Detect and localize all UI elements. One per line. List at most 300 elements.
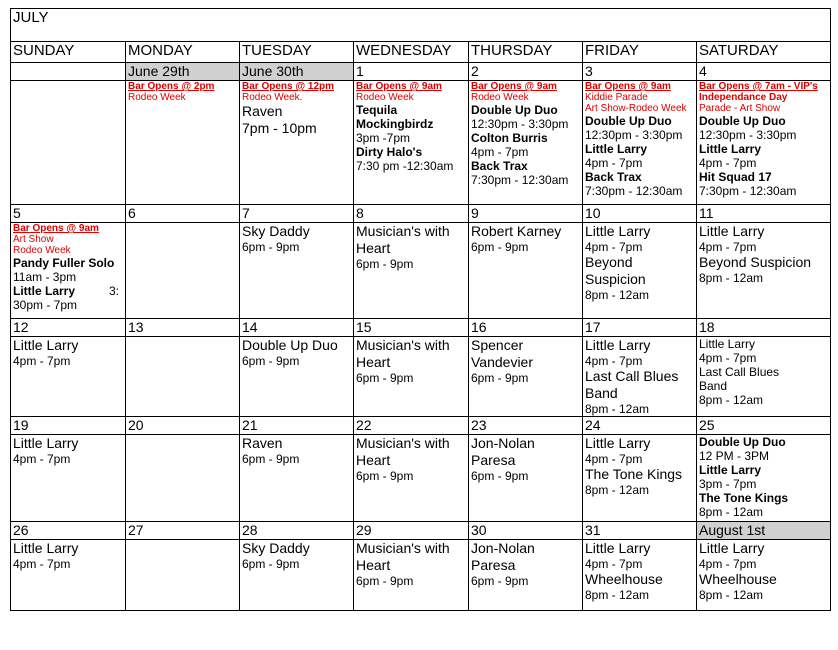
event-line bbox=[699, 588, 828, 602]
date-number: 9 bbox=[469, 205, 583, 223]
event-note bbox=[356, 81, 466, 92]
date-number: 3 bbox=[583, 63, 697, 81]
day-cell bbox=[354, 540, 469, 611]
event-note bbox=[13, 245, 123, 256]
day-header-friday: FRIDAY bbox=[583, 42, 697, 63]
event-text: Rodeo Week. bbox=[242, 92, 303, 103]
event-text: Bar Opens @ 9am bbox=[471, 81, 557, 92]
date-number: 6 bbox=[126, 205, 240, 223]
event-text: 4pm - 7pm bbox=[13, 452, 71, 466]
date-number: 10 bbox=[583, 205, 697, 223]
event-line bbox=[13, 298, 123, 312]
event-line bbox=[585, 452, 694, 466]
calendar-table bbox=[10, 8, 831, 611]
day-cell bbox=[240, 435, 354, 522]
event-line bbox=[699, 184, 828, 198]
date-number: 5 bbox=[11, 205, 126, 223]
day-cell bbox=[469, 81, 583, 205]
event-text: Raven bbox=[242, 103, 283, 119]
event-line bbox=[699, 449, 828, 463]
event-text: Little Larry bbox=[585, 435, 651, 451]
event-line bbox=[585, 368, 694, 385]
event-line bbox=[585, 402, 694, 416]
event-text: Rodeo Week bbox=[471, 92, 529, 103]
event-text: Little Larry bbox=[585, 142, 648, 156]
date-number: 14 bbox=[240, 319, 354, 337]
event-text: 6pm - 9pm bbox=[471, 574, 529, 588]
date-number: 25 bbox=[697, 417, 831, 435]
event-line bbox=[356, 452, 466, 469]
week-date-row bbox=[11, 63, 831, 81]
event-text: Vandevier bbox=[471, 354, 534, 370]
day-cell bbox=[126, 81, 240, 205]
event-text: Sky Daddy bbox=[242, 223, 310, 239]
event-line bbox=[699, 240, 828, 254]
event-line bbox=[699, 156, 828, 170]
event-text: Double Up Duo bbox=[471, 103, 558, 117]
event-text: Bar Opens @ 2pm bbox=[128, 81, 215, 92]
week-date-row bbox=[11, 417, 831, 435]
event-text: Wheelhouse bbox=[585, 571, 663, 587]
event-line bbox=[585, 223, 694, 240]
day-cell bbox=[697, 81, 831, 205]
event-text: Rodeo Week bbox=[128, 92, 186, 103]
event-line bbox=[356, 223, 466, 240]
event-text: Bar Opens @ 9am bbox=[356, 81, 442, 92]
event-text: Spencer bbox=[471, 337, 524, 353]
event-line bbox=[471, 173, 580, 187]
event-line bbox=[471, 557, 580, 574]
event-text: Last Call Blues bbox=[585, 368, 679, 384]
event-line bbox=[585, 557, 694, 571]
event-text: Little Larry bbox=[699, 223, 765, 239]
event-text: 12 PM - 3PM bbox=[699, 449, 770, 463]
event-line bbox=[585, 288, 694, 302]
event-text: Little Larry bbox=[585, 540, 651, 556]
event-line bbox=[585, 588, 694, 602]
event-text: Bar Opens @ 9am bbox=[13, 223, 99, 234]
event-line bbox=[471, 240, 580, 254]
date-number: 16 bbox=[469, 319, 583, 337]
event-note bbox=[242, 92, 351, 103]
day-cell bbox=[583, 223, 697, 319]
event-line bbox=[356, 159, 466, 173]
date-number: 17 bbox=[583, 319, 697, 337]
event-text: Little Larry bbox=[585, 337, 651, 353]
day-cell bbox=[11, 435, 126, 522]
event-line bbox=[13, 540, 123, 557]
event-text: Heart bbox=[356, 240, 391, 256]
event-text: Dirty Halo's bbox=[356, 145, 423, 159]
event-text: 8pm - 12am bbox=[699, 271, 764, 285]
event-line bbox=[356, 371, 466, 385]
event-text: Heart bbox=[356, 354, 391, 370]
event-line bbox=[471, 131, 580, 145]
date-number bbox=[11, 63, 126, 81]
event-text: Little Larry bbox=[699, 337, 756, 351]
date-number: 11 bbox=[697, 205, 831, 223]
event-line bbox=[585, 114, 694, 128]
event-line bbox=[356, 131, 466, 145]
date-number: 28 bbox=[240, 522, 354, 540]
event-text: 11am - 3pm bbox=[13, 270, 77, 284]
day-cell bbox=[11, 223, 126, 319]
event-line bbox=[242, 557, 351, 571]
event-text: Musician's with bbox=[356, 223, 450, 239]
event-text: 4pm - 7pm bbox=[585, 156, 643, 170]
event-text: 7:30pm - 12:30am bbox=[471, 173, 569, 187]
event-text: Double Up Duo bbox=[242, 337, 338, 353]
event-line bbox=[242, 337, 351, 354]
event-text: 8pm - 12am bbox=[699, 505, 764, 519]
date-number: 1 bbox=[354, 63, 469, 81]
event-text: Pandy Fuller Solo bbox=[13, 256, 115, 270]
event-text: 4pm - 7pm bbox=[471, 145, 529, 159]
date-number: 31 bbox=[583, 522, 697, 540]
date-number: 27 bbox=[126, 522, 240, 540]
event-text: 4pm - 7pm bbox=[585, 354, 643, 368]
event-line bbox=[699, 393, 828, 407]
event-line bbox=[242, 435, 351, 452]
event-text: 8pm - 12am bbox=[699, 393, 764, 407]
event-line bbox=[13, 354, 123, 368]
week-events-row bbox=[11, 81, 831, 205]
event-line bbox=[699, 223, 828, 240]
event-note bbox=[128, 81, 237, 92]
event-text: 6pm - 9pm bbox=[471, 469, 529, 483]
event-text: Beyond bbox=[585, 254, 633, 270]
date-number: June 29th bbox=[126, 63, 240, 81]
event-line bbox=[242, 240, 351, 254]
event-text: Paresa bbox=[471, 452, 516, 468]
event-text: Robert Karney bbox=[471, 223, 562, 239]
event-note bbox=[471, 92, 580, 103]
event-text: Musician's with bbox=[356, 337, 450, 353]
event-line bbox=[585, 271, 694, 288]
event-text: Double Up Duo bbox=[699, 114, 786, 128]
event-line bbox=[242, 120, 351, 137]
event-note bbox=[242, 81, 351, 92]
event-line bbox=[699, 271, 828, 285]
event-line bbox=[356, 257, 466, 271]
day-cell bbox=[354, 81, 469, 205]
event-text: Wheelhouse bbox=[699, 571, 777, 587]
date-number: 2 bbox=[469, 63, 583, 81]
day-cell bbox=[697, 540, 831, 611]
day-cell bbox=[240, 337, 354, 417]
day-header-thursday: THURSDAY bbox=[469, 42, 583, 63]
event-line bbox=[356, 540, 466, 557]
event-line bbox=[585, 254, 694, 271]
event-note bbox=[13, 223, 123, 234]
event-text: 4pm - 7pm bbox=[699, 156, 757, 170]
event-line bbox=[356, 574, 466, 588]
event-line bbox=[699, 337, 828, 351]
event-note bbox=[699, 103, 828, 114]
event-text: 4pm - 7pm bbox=[585, 452, 643, 466]
event-text: 7:30 pm -12:30am bbox=[356, 159, 454, 173]
event-text: 12:30pm - 3:30pm bbox=[699, 128, 797, 142]
event-text: Band bbox=[585, 385, 618, 401]
event-line bbox=[356, 117, 466, 131]
day-cell bbox=[240, 81, 354, 205]
event-line bbox=[356, 435, 466, 452]
date-number: August 1st bbox=[697, 522, 831, 540]
day-cell bbox=[126, 337, 240, 417]
event-text: 6pm - 9pm bbox=[242, 354, 300, 368]
event-text: Little Larry bbox=[699, 142, 762, 156]
event-text: Hit Squad 17 bbox=[699, 170, 772, 184]
event-line bbox=[471, 452, 580, 469]
day-cell bbox=[354, 337, 469, 417]
event-text: 4pm - 7pm bbox=[585, 240, 643, 254]
day-cell bbox=[11, 540, 126, 611]
event-text: Art Show-Rodeo Week bbox=[585, 103, 687, 114]
event-text: Musician's with bbox=[356, 540, 450, 556]
event-line bbox=[471, 371, 580, 385]
week-events-row bbox=[11, 223, 831, 319]
event-time-fragment: 3: bbox=[108, 284, 119, 298]
event-text: Little Larry bbox=[13, 337, 79, 353]
event-line bbox=[471, 540, 580, 557]
date-number: 29 bbox=[354, 522, 469, 540]
day-header-saturday: SATURDAY bbox=[697, 42, 831, 63]
event-line bbox=[13, 270, 123, 284]
event-text: Little Larry bbox=[13, 435, 79, 451]
event-text: Little Larry bbox=[699, 540, 765, 556]
event-text: 8pm - 12am bbox=[585, 483, 650, 497]
event-line bbox=[471, 223, 580, 240]
event-text: 6pm - 9pm bbox=[242, 240, 300, 254]
event-text: 4pm - 7pm bbox=[699, 240, 757, 254]
day-cell bbox=[583, 435, 697, 522]
month-title: JULY bbox=[11, 9, 831, 42]
date-number: 7 bbox=[240, 205, 354, 223]
event-line bbox=[699, 128, 828, 142]
event-text: 8pm - 12am bbox=[585, 402, 650, 416]
day-cell bbox=[126, 223, 240, 319]
event-note bbox=[585, 103, 694, 114]
date-number: 22 bbox=[354, 417, 469, 435]
event-line bbox=[699, 365, 828, 379]
event-line bbox=[699, 477, 828, 491]
event-line bbox=[471, 103, 580, 117]
event-text: Sky Daddy bbox=[242, 540, 310, 556]
event-text: Jon-Nolan bbox=[471, 435, 535, 451]
event-line bbox=[585, 466, 694, 483]
event-text: 6pm - 9pm bbox=[356, 469, 414, 483]
event-line bbox=[471, 469, 580, 483]
event-note bbox=[356, 92, 466, 103]
event-line bbox=[242, 452, 351, 466]
date-number: 20 bbox=[126, 417, 240, 435]
day-cell bbox=[469, 435, 583, 522]
event-text: Band bbox=[699, 379, 728, 393]
event-line bbox=[699, 351, 828, 365]
event-text: Back Trax bbox=[471, 159, 528, 173]
event-text: 6pm - 9pm bbox=[356, 371, 414, 385]
event-line bbox=[471, 117, 580, 131]
event-line bbox=[13, 557, 123, 571]
date-number: 13 bbox=[126, 319, 240, 337]
event-line bbox=[699, 142, 828, 156]
event-text: 12:30pm - 3:30pm bbox=[471, 117, 569, 131]
day-header-wednesday: WEDNESDAY bbox=[354, 42, 469, 63]
date-number: 26 bbox=[11, 522, 126, 540]
event-line bbox=[585, 483, 694, 497]
event-text: 30pm - 7pm bbox=[13, 298, 78, 312]
day-cell bbox=[354, 435, 469, 522]
event-line bbox=[356, 557, 466, 574]
event-text: Little Larry bbox=[585, 223, 651, 239]
week-date-row bbox=[11, 319, 831, 337]
event-line bbox=[699, 463, 828, 477]
event-line bbox=[699, 435, 828, 449]
event-text: Kiddie Parade bbox=[585, 92, 648, 103]
event-line bbox=[585, 170, 694, 184]
event-line bbox=[356, 337, 466, 354]
event-line bbox=[699, 571, 828, 588]
event-line bbox=[585, 571, 694, 588]
event-text: Heart bbox=[356, 557, 391, 573]
day-cell bbox=[583, 540, 697, 611]
date-number: 30 bbox=[469, 522, 583, 540]
day-cell bbox=[697, 435, 831, 522]
day-cell bbox=[126, 435, 240, 522]
event-text: Suspicion bbox=[585, 271, 646, 287]
day-cell bbox=[354, 223, 469, 319]
event-text: Little Larry bbox=[699, 463, 762, 477]
event-text: 4pm - 7pm bbox=[699, 557, 757, 571]
event-note bbox=[471, 81, 580, 92]
event-text: 4pm - 7pm bbox=[585, 557, 643, 571]
date-number: 8 bbox=[354, 205, 469, 223]
day-cell bbox=[11, 81, 126, 205]
event-note bbox=[699, 92, 828, 103]
event-line bbox=[699, 254, 828, 271]
event-text: The Tone Kings bbox=[699, 491, 789, 505]
event-text: Parade - Art Show bbox=[699, 103, 781, 114]
event-note bbox=[128, 92, 237, 103]
event-text: Last Call Blues bbox=[699, 365, 780, 379]
event-line bbox=[699, 491, 828, 505]
event-text: Jon-Nolan bbox=[471, 540, 535, 556]
day-header-sunday: SUNDAY bbox=[11, 42, 126, 63]
event-text: Bar Opens @ 12pm bbox=[242, 81, 335, 92]
date-number: 12 bbox=[11, 319, 126, 337]
event-line bbox=[242, 223, 351, 240]
date-number: 24 bbox=[583, 417, 697, 435]
event-line bbox=[471, 337, 580, 354]
event-line bbox=[699, 557, 828, 571]
day-cell bbox=[126, 540, 240, 611]
day-cell bbox=[583, 337, 697, 417]
date-number: June 30th bbox=[240, 63, 354, 81]
event-text: Musician's with bbox=[356, 435, 450, 451]
event-line bbox=[471, 159, 580, 173]
event-text: 6pm - 9pm bbox=[356, 257, 414, 271]
event-note bbox=[585, 92, 694, 103]
day-header-monday: MONDAY bbox=[126, 42, 240, 63]
event-line bbox=[585, 240, 694, 254]
event-text: 6pm - 9pm bbox=[242, 557, 300, 571]
week-events-row bbox=[11, 435, 831, 522]
event-text: 6pm - 9pm bbox=[471, 240, 529, 254]
date-number: 15 bbox=[354, 319, 469, 337]
day-cell bbox=[697, 337, 831, 417]
event-text: 6pm - 9pm bbox=[242, 452, 300, 466]
event-text: 6pm - 9pm bbox=[471, 371, 529, 385]
event-text: Raven bbox=[242, 435, 283, 451]
event-line bbox=[585, 142, 694, 156]
event-line bbox=[471, 435, 580, 452]
event-line bbox=[471, 574, 580, 588]
event-line bbox=[585, 156, 694, 170]
event-line bbox=[585, 184, 694, 198]
event-text: 8pm - 12am bbox=[585, 588, 650, 602]
event-text: 4pm - 7pm bbox=[13, 354, 71, 368]
day-cell bbox=[11, 337, 126, 417]
day-header-tuesday: TUESDAY bbox=[240, 42, 354, 63]
event-line bbox=[242, 540, 351, 557]
event-line bbox=[13, 337, 123, 354]
event-note bbox=[699, 81, 828, 92]
event-line bbox=[242, 103, 351, 120]
event-text: Colton Burris bbox=[471, 131, 548, 145]
event-line bbox=[585, 435, 694, 452]
event-text: 3pm - 7pm bbox=[699, 477, 757, 491]
day-cell bbox=[240, 540, 354, 611]
date-number: 21 bbox=[240, 417, 354, 435]
date-number: 18 bbox=[697, 319, 831, 337]
day-cell bbox=[697, 223, 831, 319]
event-text: Independance Day bbox=[699, 92, 788, 103]
event-line bbox=[471, 354, 580, 371]
event-line bbox=[356, 103, 466, 117]
event-text: Paresa bbox=[471, 557, 516, 573]
event-line bbox=[699, 170, 828, 184]
event-line bbox=[585, 354, 694, 368]
event-text: The Tone Kings bbox=[585, 466, 683, 482]
event-text: 8pm - 12am bbox=[585, 288, 650, 302]
week-events-row bbox=[11, 540, 831, 611]
event-text: Bar Opens @ 7am - VIP's bbox=[699, 81, 818, 92]
event-text: Bar Opens @ 9am bbox=[585, 81, 671, 92]
event-text: Art Show bbox=[13, 234, 54, 245]
event-text: Beyond Suspicion bbox=[699, 254, 812, 270]
event-line bbox=[699, 379, 828, 393]
day-cell bbox=[469, 223, 583, 319]
day-cell bbox=[469, 540, 583, 611]
event-line bbox=[13, 256, 123, 270]
day-cell bbox=[240, 223, 354, 319]
week-date-row bbox=[11, 205, 831, 223]
event-line bbox=[356, 354, 466, 371]
event-line bbox=[242, 354, 351, 368]
event-text: Back Trax bbox=[585, 170, 642, 184]
day-cell bbox=[583, 81, 697, 205]
event-note bbox=[13, 234, 123, 245]
event-text: 7:30pm - 12:30am bbox=[699, 184, 797, 198]
week-date-row bbox=[11, 522, 831, 540]
day-cell bbox=[469, 337, 583, 417]
event-text: 7:30pm - 12:30am bbox=[585, 184, 683, 198]
event-line bbox=[471, 145, 580, 159]
event-line bbox=[699, 114, 828, 128]
event-text: Rodeo Week bbox=[356, 92, 414, 103]
event-text: Double Up Duo bbox=[585, 114, 672, 128]
event-line bbox=[356, 469, 466, 483]
